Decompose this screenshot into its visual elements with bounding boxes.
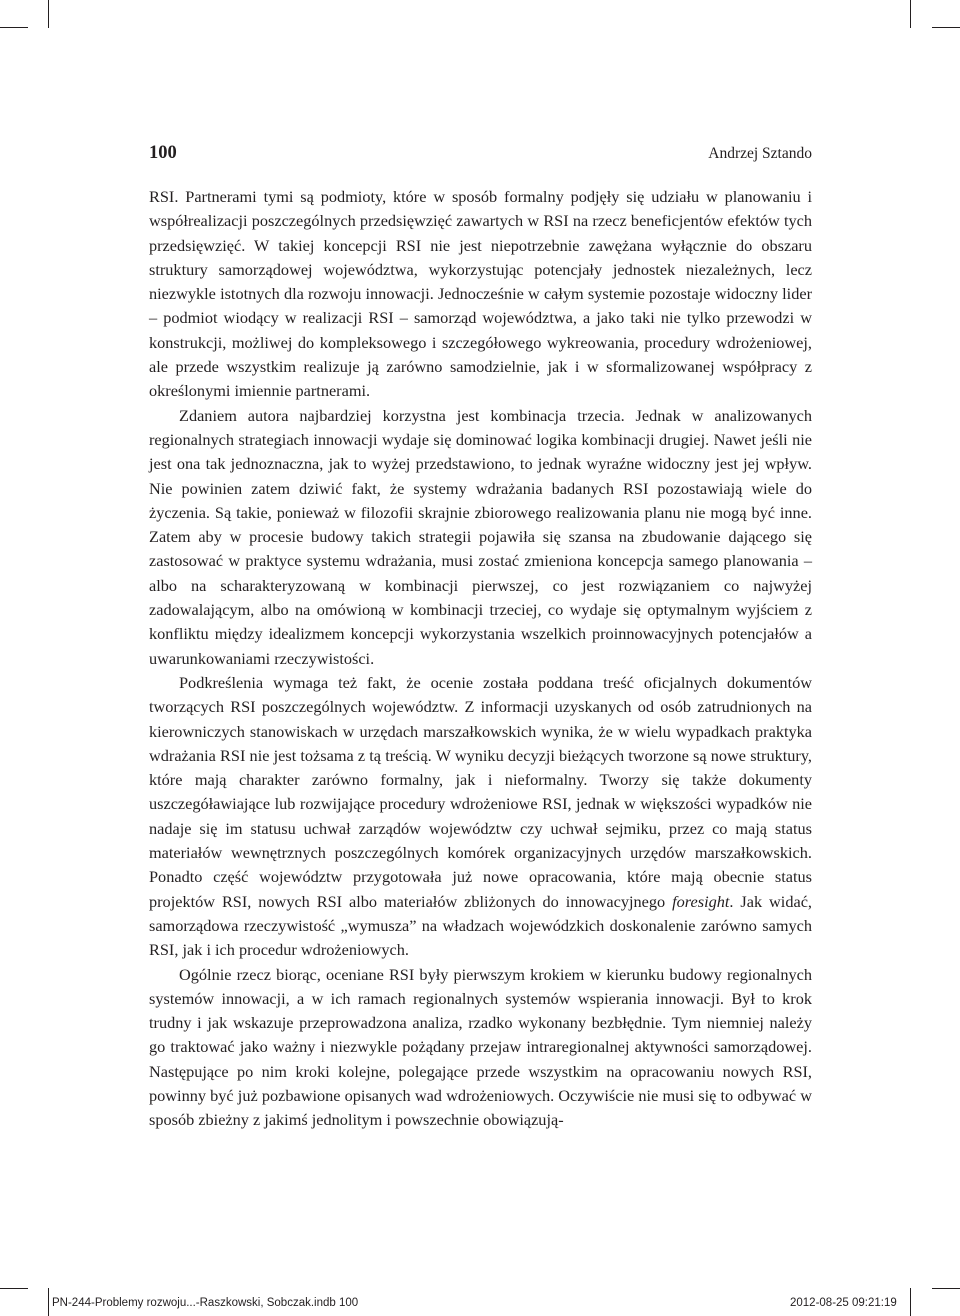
crop-mark — [932, 27, 960, 28]
paragraph: Zdaniem autora najbardziej korzystna jest kombinacja trzecia. Jednak w analizowanych regionalnych strategiach innowacji wydaje się dominować logika kombinacji drugiej. Nawet jeśli nie jest ona tak jednoznaczna, jak to wyżej przedstawiono, to jednak wyraźne widoczny jest jej wpływ. Nie powinien zatem dziwić fakt, że systemy wdrażania badanych RSI pozostawiają wiele do życzenia. Są takie, ponieważ w filozofii skrajnie zbiorowego realizowania planu nie mogą być inne. Zatem aby w procesie budowy takich strategii pojawiła się szansa na zbudowanie dającego się zastosować w praktyce systemu wdrażania, musi zostać zmieniona koncepcja samego planowania – albo na scharakteryzowaną w kombinacji pierwszej, co jest rozwiązaniem co najwyżej zadowalającym, albo na omówioną w kombinacji trzeciej, co wydaje się optymalnym wyjściem z konfliktu między idealizmem koncepcji wykorzystania wszelkich proinnowacyjnych potencjałów a uwarunkowaniami rzeczywistości. — [149, 405, 812, 668]
running-header — [149, 141, 812, 165]
crop-mark — [910, 1288, 911, 1316]
crop-mark — [0, 27, 28, 28]
crop-mark — [0, 1288, 28, 1289]
author-running-head: Andrzej Sztando — [708, 145, 812, 162]
footer-file-info: PN-244-Problemy rozwoju...-Raszkowski, Sobczak.indb 100 — [52, 1297, 359, 1309]
italic-term: foresight — [672, 891, 730, 911]
crop-mark — [932, 1288, 960, 1289]
crop-mark — [48, 0, 49, 28]
paragraph: Podkreślenia wymaga też fakt, że ocenie została poddana treść oficjalnych dokumentów tworzących RSI poszczególnych województw. Z informacji uzyskanych od osób zatrudnionych na kierowniczych stanowiskach w urzędach marszałkowskich wynika, że w wielu wypadkach praktyka wdrażania RSI nie jest tożsama z tą treścią. W wyniku decyzji bieżących tworzone są nowe struktury, które mają charakter zarówno formalny, jak i nieformalny. Tworzy się także dokumenty uszczegóławiające lub rozwijające procedury wdrożeniowe RSI, jednak w większości wypadków nie nadaje się im statusu uchwał zarządów województw czy uchwał sejmiku, przez co mają status materiałów wewnętrznych poszczególnych komórek organizacyjnych urzędów marszałkowskich. Ponadto część województw przygotowała już nowe opracowania, które mają obecnie status projektów RSI, nowych RSI albo materiałów zbliżonych do innowacyjnego foresight. Jak widać, samorządowa rzeczywistość „wymusza” na władzach wojewódzkich doskonalenie zarówno samych RSI, jak i ich procedur wdrożeniowych. — [149, 672, 812, 960]
body-text — [149, 185, 812, 1133]
footer-time: 09:21:19 — [852, 1297, 897, 1309]
crop-mark — [910, 0, 911, 28]
footer-date: 2012-08-25 — [790, 1297, 849, 1309]
page-number: 100 — [149, 143, 177, 163]
crop-mark — [48, 1288, 49, 1316]
paragraph: RSI. Partnerami tymi są podmioty, które w sposób formalny podjęły się udziału w planowaniu i współrealizacji poszczególnych przedsięwzięć zawartych w RSI na rzecz beneficjentów efektów tych przedsięwzięć. W takiej koncepcji RSI nie jest niepotrzebnie zawężana wyłącznie do obszaru struktury samorządowej województwa, wykorzystując potencjały jednostek niezależnych, lecz niezwykle istotnych dla rozwoju innowacji. Jednocześnie w całym systemie pozostaje widoczny lider – podmiot wiodący w realizacji RSI – samorząd województwa, a jako taki nie tylko przewodzi w konstrukcji, możliwej do kompleksowego i szczegółowego wykreowania, procedury wdrożeniowej, ale przede wszystkim realizuje ją zarówno samodzielnie, jak i w sformalizowanej współpracy z określonymi imiennie partnerami. — [149, 187, 812, 401]
paragraph: Ogólnie rzecz biorąc, oceniane RSI były pierwszym krokiem w kierunku budowy regionalnych systemów innowacji, a w ich ramach regionalnych systemów wspierania innowacji. Był to krok trudny i jak wskazuje przeprowadzona analiza, rzadko wykonany bezbłędnie. Tym niemniej należy go traktować jako ważny i niezwykle pożądany przejaw intraregionalnej aktywności samorządowej. Następujące po nim kroki kolejne, polegające przede wszystkim na opracowaniu nowych RSI, powinny być już pozbawione opisanych wad wdrożeniowych. Oczywiście nie musi się to odbywać w sposób zbieżny z jakimś jednolitym i powszechnie obowiązują- — [149, 964, 812, 1130]
